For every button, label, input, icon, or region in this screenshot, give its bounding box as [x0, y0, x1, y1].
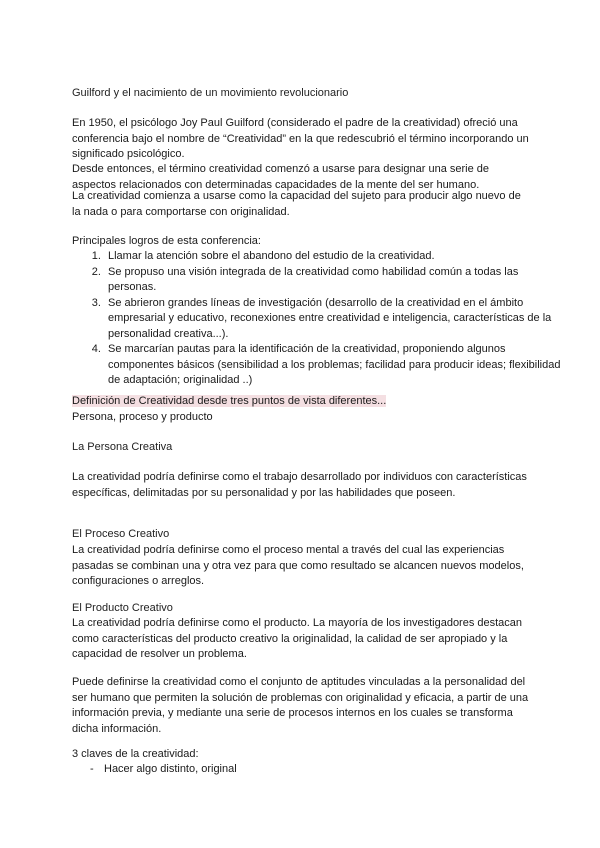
definicion-block — [72, 394, 532, 425]
proceso-heading: El Proceso Creativo — [72, 528, 170, 540]
definicion-subtitle: Persona, proceso y producto — [72, 410, 213, 423]
intro-paragraph-1: En 1950, el psicólogo Joy Paul Guilford (considerado el padre de la creatividad) ofreció una conferencia bajo el nombre de “Creatividad” en la que redescubrió el término incorporando un significado psicológico. — [72, 117, 529, 160]
claves-list — [72, 762, 532, 778]
list-item: 3. Se abrieron grandes líneas de investigación (desarrollo de la creatividad en el ámbito empresarial y educativo, reconexiones entre creatividad e inteligencia, características de la personalidad creativa...). — [104, 296, 564, 343]
list-item-text: Hacer algo distinto, original — [104, 763, 237, 775]
list-item: 4. Se marcarían pautas para la identificación de la creatividad, proponiendo algunos componentes básicos (sensibilidad a los problemas; facilidad para producir ideas; flexibilidad de adaptación; originalidad ..) — [104, 342, 564, 389]
proceso-text: La creatividad podría definirse como el proceso mental a través del cual las experiencias pasadas se combinan una y otra vez para que como resultado se alcancen nuevos modelos, configuraciones o arreglos. — [72, 544, 524, 587]
logros-heading: Principales logros de esta conferencia: — [72, 235, 261, 247]
conjunto-paragraph: Puede definirse la creatividad como el conjunto de aptitudes vinculadas a la personalidad del ser humano que permiten la solución de problemas con originalidad y eficacia, a partir de una información previa, y mediante una serie de procesos internos en los cuales se transforma dicha información. — [72, 676, 529, 735]
producto-heading: El Producto Creativo — [72, 602, 173, 614]
persona-text: La creatividad podría definirse como el trabajo desarrollado por individuos con características específicas, delimitadas por su personalidad y por las habilidades que poseen. — [72, 471, 527, 499]
intro-paragraph-3: La creatividad comienza a usarse como la capacidad del sujeto para producir algo nuevo de la nada o para comportarse con originalidad. — [72, 190, 521, 218]
list-item: 1. Llamar la atención sobre el abandono del estudio de la creatividad. — [104, 249, 564, 265]
persona-heading: La Persona Creativa — [72, 441, 173, 453]
page-title: Guilford y el nacimiento de un movimiento revolucionario — [72, 87, 349, 99]
logros-list — [72, 249, 564, 389]
dash-bullet: - — [90, 763, 94, 775]
definicion-heading: Definición de Creatividad desde tres puntos de vista diferentes... — [72, 395, 387, 407]
producto-text: La creatividad podría definirse como el producto. La mayoría de los investigadores destacan como características del producto creativo la originalidad, la calidad de ser apropiado y la capacidad de resolver un problema. — [72, 617, 523, 660]
claves-heading: 3 claves de la creatividad: — [72, 748, 199, 760]
list-item: 2. Se propuso una visión integrada de la creatividad como habilidad común a todas las personas. — [104, 265, 564, 296]
intro-paragraph-2: Desde entonces, el término creatividad comenzó a usarse para designar una serie de aspectos relacionados con determinadas capacidades de la mente del ser humano. — [72, 163, 490, 191]
list-item — [72, 762, 532, 778]
